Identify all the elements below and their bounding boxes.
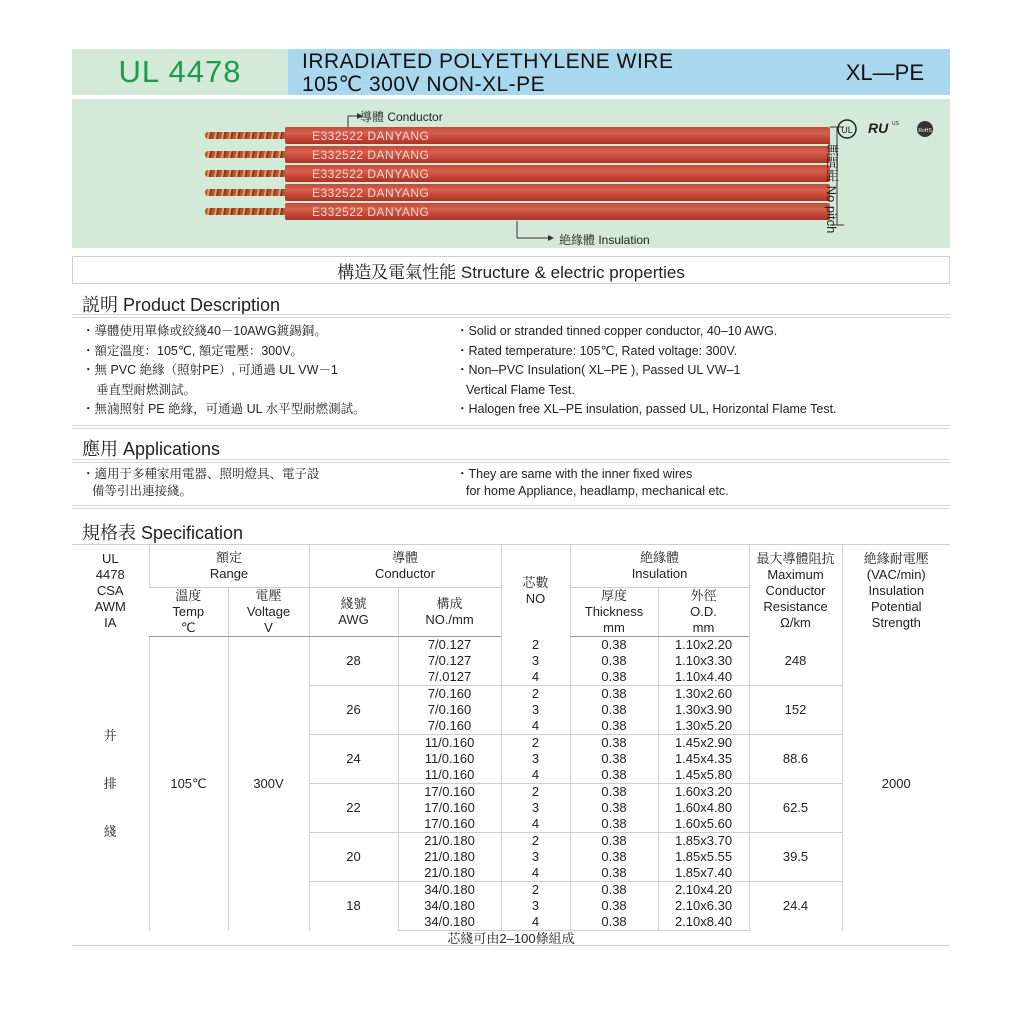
header-text: 芯數 <box>522 574 549 590</box>
applications-en <box>456 466 729 500</box>
cell-cores: 4 <box>501 718 570 735</box>
divider <box>72 505 950 509</box>
col-voltage-header <box>228 588 309 637</box>
header-text: Maximum <box>767 566 824 582</box>
cell-thickness: 0.38 <box>570 718 658 735</box>
cell-cores: 3 <box>501 653 570 669</box>
cell-temp: 105℃ <box>149 637 228 931</box>
cell-awg: 26 <box>309 686 398 735</box>
svg-text:RoHS: RoHS <box>918 128 932 134</box>
description-heading: 説明 Product Description <box>82 295 281 315</box>
wire-illustration <box>72 99 950 248</box>
desc-en-line: ・Non–PVC Insulation( XL–PE ), Passed UL VW–1 <box>456 363 741 377</box>
cell-construction: 34/0.180 <box>398 882 501 899</box>
applications-heading: 應用 Applications <box>82 439 221 459</box>
app-en-line: ・They are same with the inner fixed wires <box>456 467 693 481</box>
cell-potential: 2000 <box>842 637 950 931</box>
header-text: AWM <box>94 598 126 614</box>
applications-zh <box>82 466 320 500</box>
cell-cores: 4 <box>501 865 570 882</box>
cell-cores: 4 <box>501 767 570 784</box>
cell-awg: 24 <box>309 735 398 784</box>
cell-cores: 4 <box>501 914 570 931</box>
cell-thickness: 0.38 <box>570 816 658 833</box>
cell-construction: 11/0.160 <box>398 735 501 752</box>
cell-construction: 7/0.127 <box>398 653 501 669</box>
wire-marking: E332522 DANYANG <box>312 186 430 200</box>
cell-cores: 3 <box>501 702 570 718</box>
header-text: Potential <box>870 598 922 614</box>
cell-resistance: 88.6 <box>749 735 842 784</box>
header-text: UL <box>101 550 119 566</box>
cell-od: 1.10x2.20 <box>658 637 749 654</box>
col-insulation-header <box>570 545 749 588</box>
cell-od: 2.10x6.30 <box>658 898 749 914</box>
cell-awg: 28 <box>309 637 398 686</box>
insulation-label: 絶緣體 Insulation <box>559 233 650 247</box>
col-potential-header <box>842 545 950 637</box>
description-en <box>456 322 837 420</box>
header-text: mm <box>603 620 625 635</box>
cell-od: 1.60x3.20 <box>658 784 749 801</box>
header-text: V <box>264 620 273 635</box>
header-text: 最大導體阻抗 <box>756 550 835 566</box>
header-text: IA <box>104 614 117 630</box>
cell-thickness: 0.38 <box>570 702 658 718</box>
cell-construction: 7/0.127 <box>398 637 501 654</box>
cell-od: 1.30x3.90 <box>658 702 749 718</box>
cell-construction: 11/0.160 <box>398 767 501 784</box>
cell-construction: 11/0.160 <box>398 751 501 767</box>
col-conductor-header <box>309 545 501 588</box>
conductor-label: 導體 Conductor <box>360 110 443 124</box>
header-text: 4478 <box>95 566 125 582</box>
header-text: O.D. <box>690 604 717 619</box>
cell-od: 1.60x4.80 <box>658 800 749 816</box>
header-text: AWG <box>338 612 369 627</box>
wire-marking: E332522 DANYANG <box>312 167 430 181</box>
header-text: NO <box>525 590 546 606</box>
header-text: 溫度 <box>175 588 202 603</box>
app-en-line: for home Appliance, headlamp, mechanical etc. <box>466 484 729 498</box>
cell-cores: 3 <box>501 898 570 914</box>
svg-text:UL: UL <box>841 125 853 135</box>
header-text: Conductor <box>765 582 826 598</box>
wire-marking: E332522 DANYANG <box>312 129 430 143</box>
header-text: Thickness <box>584 604 644 619</box>
desc-zh-line: ・無滷照射 PE 絶緣，可通過 UL 水平型耐燃測試。 <box>82 402 366 416</box>
cell-construction: 21/0.180 <box>398 849 501 865</box>
product-title-line1: IRRADIATED POLYETHYLENE WIRE <box>302 50 674 73</box>
desc-zh-line: ・額定溫度：105℃, 額定電壓：300V。 <box>82 343 304 358</box>
header-text: Ω/km <box>780 614 811 630</box>
header-text: mm <box>692 620 715 635</box>
cell-thickness: 0.38 <box>570 882 658 899</box>
col-thickness-header <box>570 588 658 637</box>
cell-construction: 17/0.160 <box>398 800 501 816</box>
cell-resistance: 152 <box>749 686 842 735</box>
cell-od: 1.30x2.60 <box>658 686 749 703</box>
svg-text:US: US <box>892 121 899 127</box>
cell-od: 1.60x5.60 <box>658 816 749 833</box>
cell-thickness: 0.38 <box>570 735 658 752</box>
cell-thickness: 0.38 <box>570 686 658 703</box>
cell-construction: 7/0.160 <box>398 686 501 703</box>
cell-thickness: 0.38 <box>570 751 658 767</box>
header-text: Range <box>209 566 249 581</box>
cell-od: 1.45x4.35 <box>658 751 749 767</box>
type-label-char: 排 <box>103 775 117 791</box>
structure-title: 構造及電氣性能 Structure & electric properties <box>72 256 950 284</box>
wire-marking: E332522 DANYANG <box>312 205 430 219</box>
copper-strand <box>205 189 287 196</box>
wire-marking: E332522 DANYANG <box>312 148 430 162</box>
cell-construction: 7/0.160 <box>398 702 501 718</box>
cell-construction: 17/0.160 <box>398 784 501 801</box>
description-zh <box>82 322 366 420</box>
model-number: UL 4478 <box>118 54 242 89</box>
cell-od: 1.85x5.55 <box>658 849 749 865</box>
cell-resistance: 39.5 <box>749 833 842 882</box>
cell-cores: 2 <box>501 735 570 752</box>
cell-construction: 34/0.180 <box>398 914 501 931</box>
cell-construction: 17/0.160 <box>398 816 501 833</box>
curus-icon <box>868 120 900 136</box>
cell-construction: 7/0.160 <box>398 718 501 735</box>
desc-en-line: ・Solid or stranded tinned copper conductor, 40–10 AWG. <box>456 324 778 338</box>
header-text: 厚度 <box>601 588 628 603</box>
header-text: (VAC/min) <box>866 566 926 582</box>
col-ul-header <box>72 545 149 637</box>
col-resistance-header <box>749 545 842 637</box>
cell-thickness: 0.38 <box>570 669 658 686</box>
footnote: 芯綫可由2–100條組成 <box>447 931 575 946</box>
cell-thickness: 0.38 <box>570 865 658 882</box>
cell-od: 1.45x2.90 <box>658 735 749 752</box>
cell-thickness: 0.38 <box>570 833 658 850</box>
divider <box>72 945 950 946</box>
col-cores-header <box>501 545 570 637</box>
desc-en-line: ・Rated temperature: 105℃, Rated voltage: 300V. <box>456 343 738 358</box>
header-text: Insulation <box>631 566 688 581</box>
desc-zh-line: ・導體使用單條或絞綫40－10AWG鍍錫銅。 <box>82 324 327 338</box>
cell-resistance: 248 <box>749 637 842 686</box>
cell-thickness: 0.38 <box>570 898 658 914</box>
desc-zh-line: ・無 PVC 絶緣（照射PE）, 可通過 UL VW－1 <box>82 363 338 377</box>
header-text: CSA <box>96 582 124 598</box>
header-text: 電壓 <box>255 588 282 603</box>
svg-text:RU: RU <box>868 120 889 136</box>
no-pitch-label: 無間距 No pitch <box>824 143 839 234</box>
copper-strand <box>205 132 287 139</box>
cell-cores: 4 <box>501 669 570 686</box>
cell-od: 1.45x5.80 <box>658 767 749 784</box>
cell-cores: 2 <box>501 784 570 801</box>
type-label-char: 并 <box>103 727 117 743</box>
table-row <box>72 637 950 654</box>
cell-awg: 22 <box>309 784 398 833</box>
cell-od: 1.10x4.40 <box>658 669 749 686</box>
cell-thickness: 0.38 <box>570 784 658 801</box>
product-code: XL—PE <box>845 60 924 85</box>
specification-body <box>72 637 950 931</box>
cell-thickness: 0.38 <box>570 914 658 931</box>
divider <box>72 459 950 463</box>
header-text: Conductor <box>375 566 435 581</box>
cell-construction: 34/0.180 <box>398 898 501 914</box>
cell-resistance: 62.5 <box>749 784 842 833</box>
cell-construction: 7/.0127 <box>398 669 501 686</box>
cell-cores: 3 <box>501 751 570 767</box>
cell-thickness: 0.38 <box>570 849 658 865</box>
cell-thickness: 0.38 <box>570 800 658 816</box>
cell-od: 1.85x7.40 <box>658 865 749 882</box>
cell-od: 2.10x8.40 <box>658 914 749 931</box>
ul-listed-icon <box>838 120 856 138</box>
header-text: 綫號 <box>340 596 367 611</box>
cell-cores: 2 <box>501 637 570 654</box>
specification-table <box>72 544 950 931</box>
col-temp-header <box>149 588 228 637</box>
header-text: Temp <box>172 604 205 619</box>
cell-cores: 2 <box>501 833 570 850</box>
cell-od: 1.85x3.70 <box>658 833 749 850</box>
header-text: 外徑 <box>690 588 717 603</box>
col-range-header <box>149 545 309 588</box>
header-text: Insulation <box>868 582 925 598</box>
cell-thickness: 0.38 <box>570 637 658 654</box>
header-text: 構成 <box>436 596 463 611</box>
certification-marks <box>832 113 942 143</box>
header-text: 導體 <box>392 550 419 565</box>
cell-awg: 20 <box>309 833 398 882</box>
header-text: 額定 <box>215 550 242 565</box>
cell-cores: 3 <box>501 800 570 816</box>
model-badge <box>72 49 288 95</box>
desc-en-line: Vertical Flame Test. <box>466 382 575 397</box>
title-banner <box>288 49 950 95</box>
cell-construction: 21/0.180 <box>398 833 501 850</box>
rohs-icon <box>917 121 933 137</box>
specification-heading: 規格表 Specification <box>82 523 244 543</box>
header-text: Strength <box>871 614 921 630</box>
header-text: Voltage <box>246 604 291 619</box>
cell-construction: 21/0.180 <box>398 865 501 882</box>
cell-od: 2.10x4.20 <box>658 882 749 899</box>
divider <box>72 425 950 429</box>
col-od-header <box>658 588 749 637</box>
cell-resistance: 24.4 <box>749 882 842 931</box>
header-text: 絶緣耐電壓 <box>863 550 929 566</box>
copper-strand <box>205 151 287 158</box>
copper-strand <box>205 208 287 215</box>
cell-voltage: 300V <box>228 637 309 931</box>
type-label-char: 綫 <box>103 823 117 839</box>
col-awg-header <box>309 588 398 637</box>
cell-thickness: 0.38 <box>570 767 658 784</box>
app-zh-line: ・適用于多種家用電器、照明燈具、電子設 <box>82 467 320 481</box>
cell-cores: 2 <box>501 686 570 703</box>
desc-zh-line: 垂直型耐燃測試。 <box>96 382 197 397</box>
header-text: NO./mm <box>425 612 474 627</box>
product-title-line2: 105℃ 300V NON-XL-PE <box>302 73 546 96</box>
app-zh-line: 備等引出連接綫。 <box>92 484 193 498</box>
col-construction-header <box>398 588 501 637</box>
desc-en-line: ・Halogen free XL–PE insulation, passed UL, Horizontal Flame Test. <box>456 402 837 416</box>
cell-thickness: 0.38 <box>570 653 658 669</box>
cell-od: 1.10x3.30 <box>658 653 749 669</box>
divider <box>72 314 950 318</box>
cell-cores: 4 <box>501 816 570 833</box>
cell-cores: 2 <box>501 882 570 899</box>
cell-awg: 18 <box>309 882 398 931</box>
header-text: Resistance <box>763 598 828 614</box>
cell-type <box>72 637 149 931</box>
header-text: 絶緣體 <box>640 550 680 565</box>
header-text: ℃ <box>180 620 196 635</box>
cell-od: 1.30x5.20 <box>658 718 749 735</box>
copper-strand <box>205 170 287 177</box>
cell-cores: 3 <box>501 849 570 865</box>
